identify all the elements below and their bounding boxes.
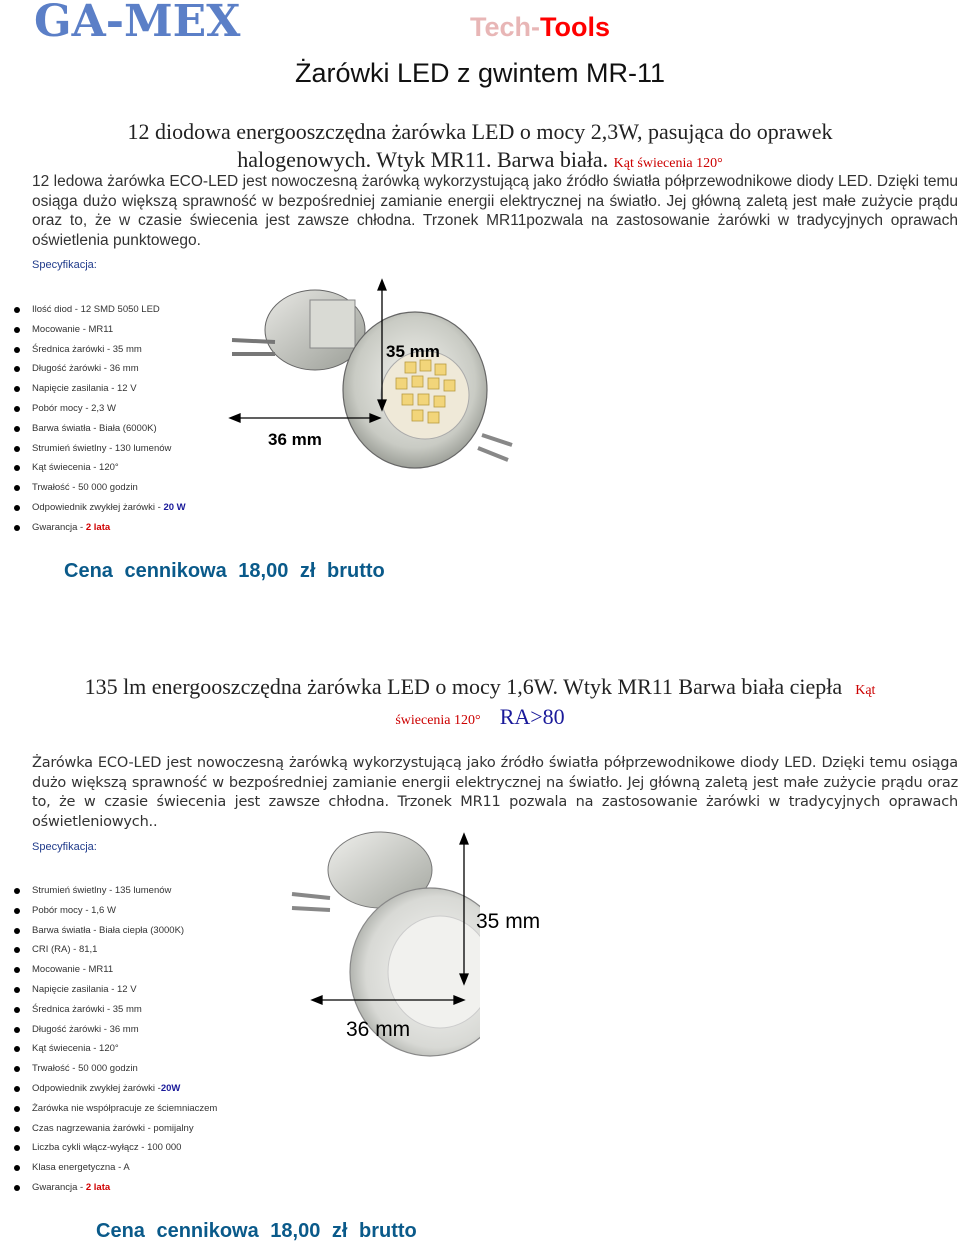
list-item: Pobór mocy - 2,3 W (14, 399, 186, 419)
list-item: Mocowanie - MR11 (14, 320, 186, 340)
tools-label: Tools (540, 12, 611, 42)
list-item: Strumień świetlny - 135 lumenów (14, 881, 217, 901)
product1-heading (0, 118, 960, 178)
product1-description: 12 ledowa żarówka ECO-LED jest nowoczesną żarówką wykorzystującą jako źródło światła półprzewodnikowe diody LED. Dzięki temu osiąga dużo większą sprawność w bezpośredniej zamianie energii elektrycznej na światło. Jej główną zaletą jest małe zużycie prądu oraz to, że w czasie świecenia jest zawsze chłodna. Trzonek MR11pozwala na zastosowanie żarówki w tradycyjnych oprawach oświetlenia punktowego. (32, 173, 958, 249)
list-item: Trwałość - 50 000 godzin (14, 478, 186, 498)
list-item: Średnica żarówki - 35 mm (14, 340, 186, 360)
list-item: Gwarancja - 2 lata (14, 1178, 217, 1198)
list-item: Trwałość - 50 000 godzin (14, 1059, 217, 1079)
list-item: Mocowanie - MR11 (14, 960, 217, 980)
list-item: Odpowiednik zwykłej żarówki - 20 W (14, 498, 186, 518)
product2-description: Żarówka ECO-LED jest nowoczesną żarówką wykorzystującą jako źródło światła półprzewodnikowe diody LED. Dzięki temu osiąga dużo większą sprawność w bezpośredniej zamianie energii elektrycznej na światło. Jej główną zaletą jest małe zużycie prądu oraz to, że w czasie świecenia jest zawsze chłodna. Trzonek MR11 pozwala na zastosowanie żarówki w tradycyjnych oprawach oświetleniowych.. (32, 755, 958, 830)
list-item: Kąt świecenia - 120° (14, 458, 186, 478)
list-item: Napięcie zasilania - 12 V (14, 980, 217, 1000)
list-item: Klasa energetyczna - A (14, 1158, 217, 1178)
list-item: Średnica żarówki - 35 mm (14, 1000, 217, 1020)
product1-heading-line1: 12 diodowa energooszczędna żarówka LED o mocy 2,3W, pasująca do oprawek (127, 119, 833, 144)
list-item: Długość żarówki - 36 mm (14, 359, 186, 379)
list-item: CRI (RA) - 81,1 (14, 940, 217, 960)
brand-logo: GA-MEX (34, 0, 241, 47)
product2-spec-list (14, 881, 217, 1198)
bulb-front-icon (343, 312, 512, 468)
product2-dim-height: 35 mm (476, 910, 541, 933)
product2-spec-label: Specyfikacja: (32, 841, 97, 853)
list-item: Gwarancja - 2 lata (14, 518, 186, 538)
product2-heading-sub (0, 704, 960, 730)
product2-price: Cena cennikowa 18,00 zł brutto (96, 1220, 417, 1242)
product2-heading-main: 135 lm energooszczędna żarówka LED o mocy 1,6W. Wtyk MR11 Barwa biała ciepła (84, 674, 843, 699)
product1-price: Cena cennikowa 18,00 zł brutto (64, 560, 385, 582)
product1-heading-line2: halogenowych. Wtyk MR11. Barwa biała. Kąt świecenia 120° (237, 147, 723, 172)
list-item: Kąt świecenia - 120° (14, 1039, 217, 1059)
product2-heading-ra: RA>80 (499, 704, 565, 729)
list-item: Barwa światła - Biała (6000K) (14, 419, 186, 439)
product2-heading-angle-a: Kąt (855, 683, 876, 698)
product2-heading (0, 674, 960, 700)
list-item: Liczba cykli włącz-wyłącz - 100 000 (14, 1138, 217, 1158)
product2-heading-angle-b: świecenia 120° (395, 713, 481, 728)
product2-dim-width: 36 mm (346, 1018, 411, 1041)
list-item: Pobór mocy - 1,6 W (14, 901, 217, 921)
list-item: Czas nagrzewania żarówki - pomijalny (14, 1119, 217, 1139)
product1-heading-angle: Kąt świecenia 120° (613, 156, 723, 171)
tech-label: Tech- (470, 12, 541, 42)
bulb-back-icon (232, 290, 365, 370)
product1-dim-height: 35 mm (386, 342, 440, 361)
list-item: Żarówka nie współpracuje ze ściemniaczem (14, 1099, 217, 1119)
product1-spec-list (14, 300, 186, 538)
page-title: Żarówki LED z gwintem MR-11 (294, 58, 666, 88)
product1-image (220, 270, 520, 490)
list-item: Długość żarówki - 36 mm (14, 1020, 217, 1040)
list-item: Odpowiednik zwykłej żarówki -20W (14, 1079, 217, 1099)
list-item: Ilość diod - 12 SMD 5050 LED (14, 300, 186, 320)
product1-spec-label: Specyfikacja: (32, 259, 97, 271)
product1-dim-width: 36 mm (268, 430, 322, 449)
list-item: Barwa światła - Biała ciepła (3000K) (14, 921, 217, 941)
list-item: Napięcie zasilania - 12 V (14, 379, 186, 399)
list-item: Strumień świetlny - 130 lumenów (14, 439, 186, 459)
tech-tools-logo (470, 12, 610, 43)
